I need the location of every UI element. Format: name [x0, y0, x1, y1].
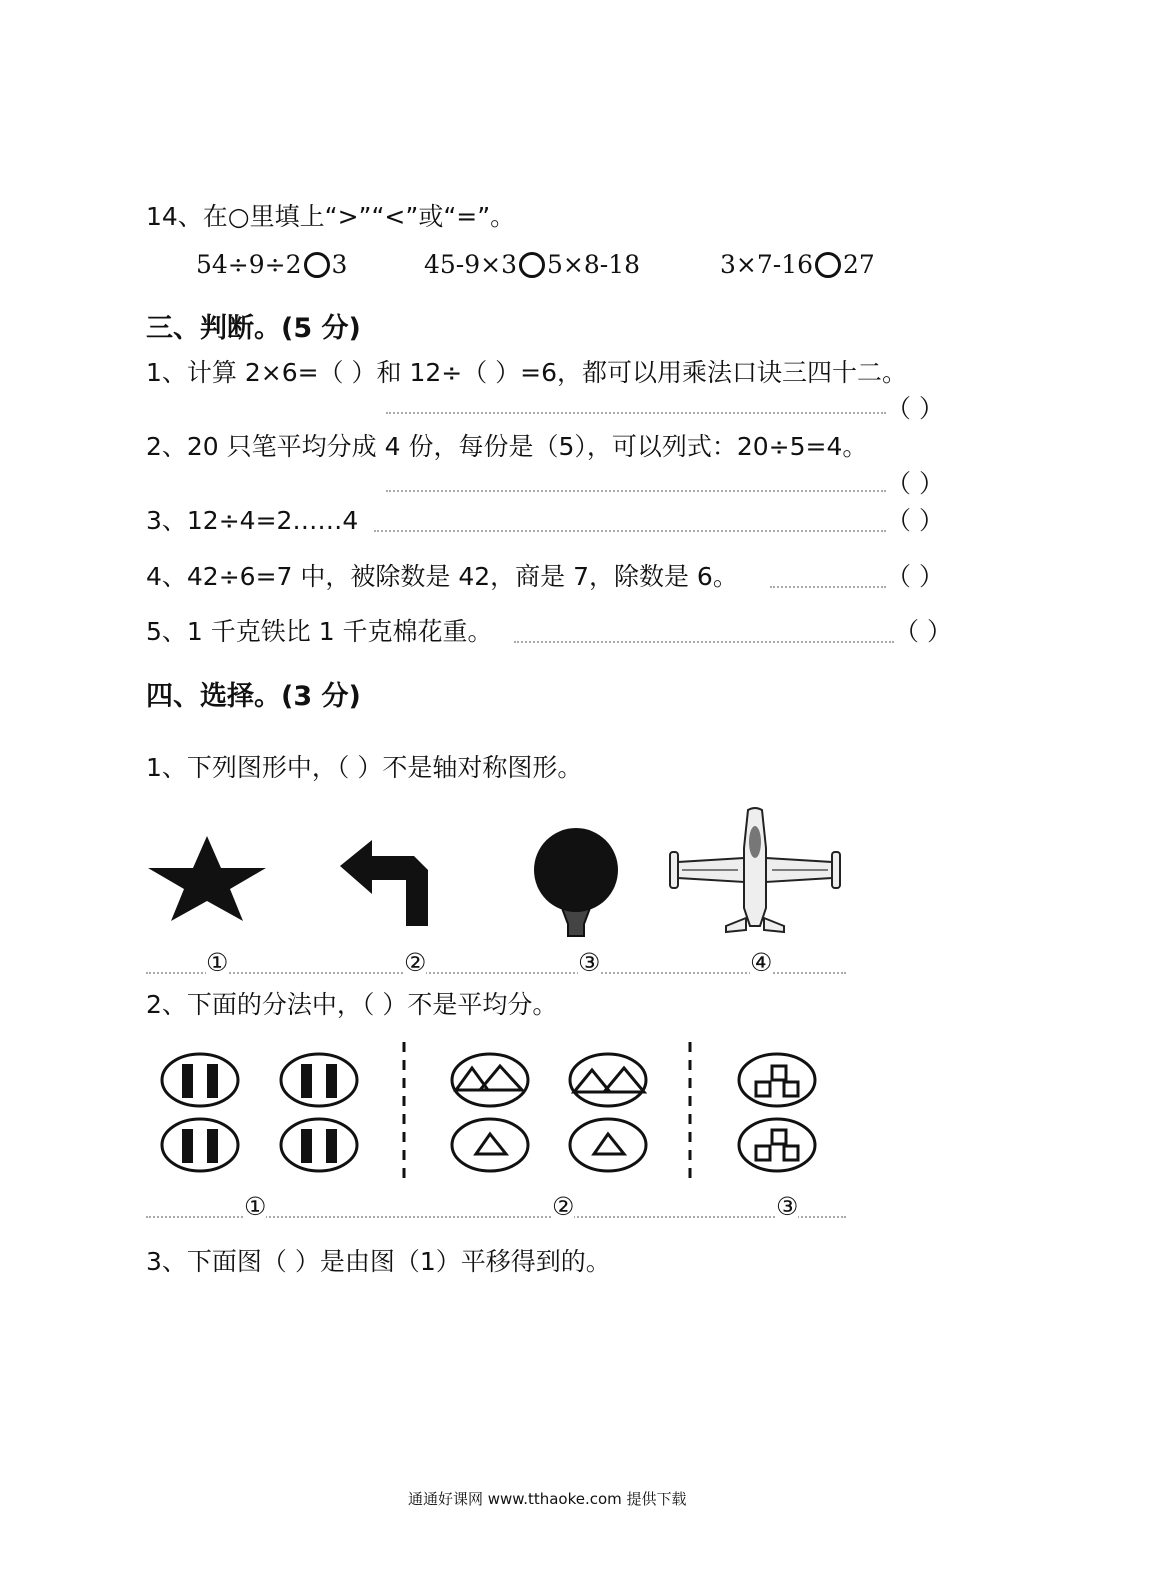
turn-left-arrow-icon — [336, 836, 432, 928]
q14-item-1-right: 3 — [331, 250, 348, 279]
judge-item-1: 1、计算 2×6=（ ）和 12÷（ ）=6，都可以用乘法口诀三四十二。 — [146, 358, 908, 387]
dot-leader — [386, 490, 886, 492]
choice-q3: 3、下面图（ ）是由图（1）平移得到的。 — [146, 1247, 611, 1276]
choice-q2: 2、下面的分法中，（ ）不是平均分。 — [146, 990, 558, 1019]
q14-item-1-left: 54÷9÷2 — [196, 250, 302, 279]
q2-label-1: ① — [244, 1192, 267, 1221]
q2-label-2: ② — [552, 1192, 575, 1221]
choice-q1: 1、下列图形中，（ ）不是轴对称图形。 — [146, 753, 583, 782]
section4-heading: 四、选择。(3 分) — [146, 681, 361, 712]
judge-item-4: 4、42÷6=7 中，被除数是 42，商是 7，除数是 6。 — [146, 562, 738, 591]
q1-label-3: ③ — [578, 948, 601, 977]
judge-paren-5[interactable]: （ ） — [894, 617, 952, 646]
q14-item-2 — [424, 252, 640, 278]
compare-circle[interactable] — [304, 252, 330, 278]
q14-item-1 — [196, 252, 347, 278]
judge-paren-4[interactable]: （ ） — [886, 562, 944, 591]
star-icon — [146, 834, 268, 922]
q14-title: 14、在○里填上“>”“<”或“=”。 — [146, 202, 516, 231]
division-figures — [150, 1040, 850, 1188]
dot-leader — [514, 641, 894, 643]
ping-pong-paddle-icon — [528, 826, 624, 938]
footer-credit: 通通好课网 www.tthaoke.com 提供下载 — [408, 1490, 687, 1508]
airplane-icon — [668, 808, 842, 940]
q14-item-3-left: 3×7-16 — [720, 250, 814, 279]
judge-item-3: 3、12÷4=2……4 — [146, 506, 359, 535]
section3-heading: 三、判断。(5 分) — [146, 313, 361, 344]
q14-item-3 — [720, 252, 875, 278]
q1-label-2: ② — [404, 948, 427, 977]
dot-leader — [386, 412, 886, 414]
dot-leader — [146, 972, 846, 974]
dot-leader — [374, 530, 886, 532]
judge-item-5: 5、1 千克铁比 1 千克棉花重。 — [146, 617, 493, 646]
q1-label-1: ① — [206, 948, 229, 977]
judge-paren-1[interactable]: （ ） — [886, 394, 944, 423]
q14-item-2-right: 5×8-18 — [547, 250, 641, 279]
judge-paren-3[interactable]: （ ） — [886, 506, 944, 535]
q2-label-3: ③ — [776, 1192, 799, 1221]
judge-paren-2[interactable]: （ ） — [886, 469, 944, 498]
dot-leader — [770, 586, 886, 588]
q14-item-3-right: 27 — [843, 250, 875, 279]
compare-circle[interactable] — [519, 252, 545, 278]
q1-label-4: ④ — [750, 948, 773, 977]
q14-item-2-left: 45-9×3 — [424, 250, 518, 279]
compare-circle[interactable] — [815, 252, 841, 278]
judge-item-2: 2、20 只笔平均分成 4 份，每份是（5），可以列式：20÷5=4。 — [146, 432, 868, 461]
